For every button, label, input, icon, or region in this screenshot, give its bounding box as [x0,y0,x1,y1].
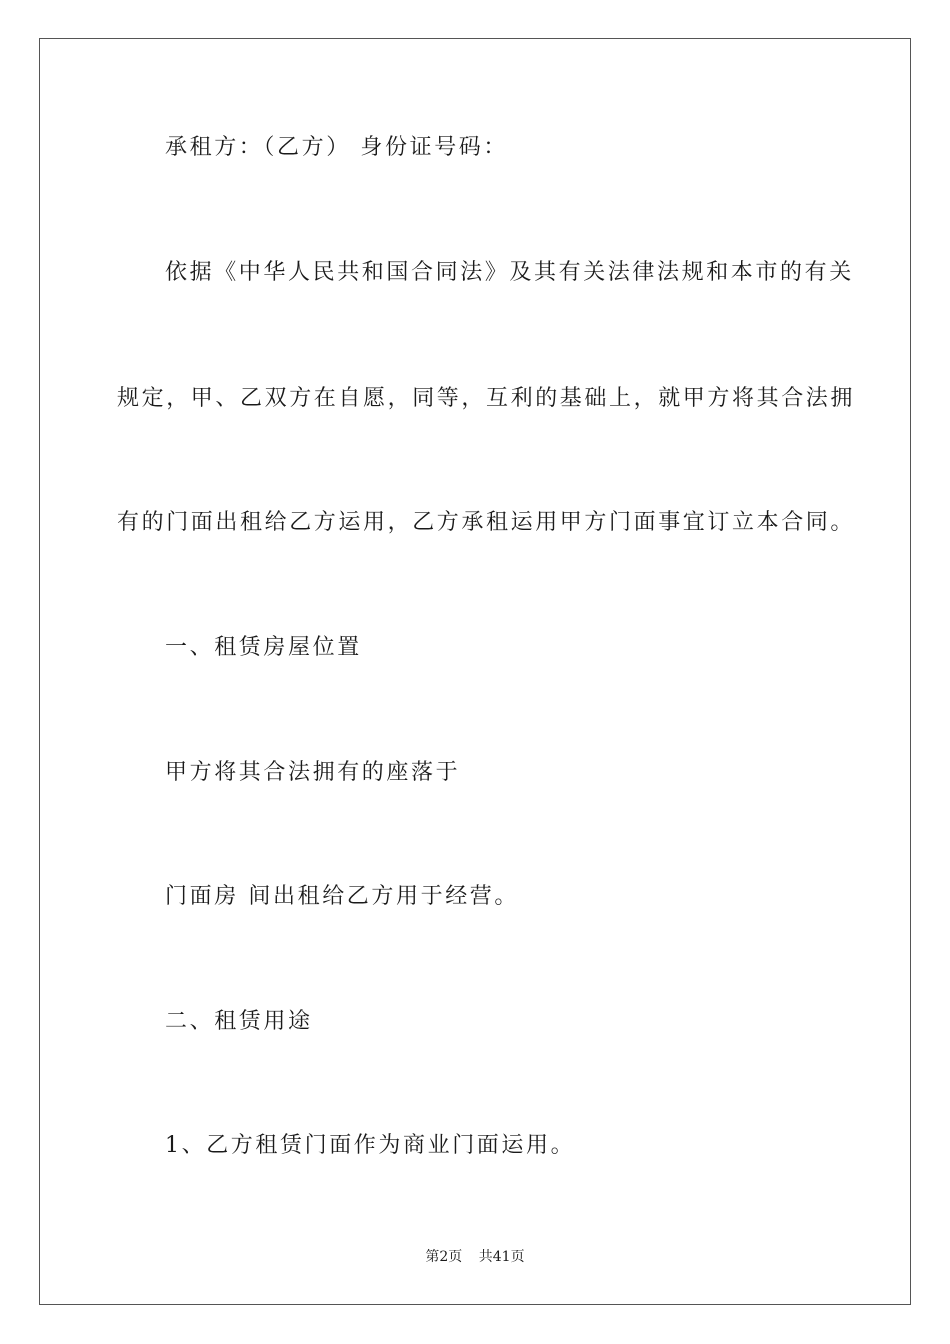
lessee-line: 承租方：（乙方） 身份证号码： [165,135,508,160]
location-line-1: 甲方将其合法拥有的座落于 [165,760,461,785]
section-1-heading: 一、租赁房屋位置 [165,635,362,660]
basis-paragraph-line-3: 有的门面出租给乙方运用，乙方承租运用甲方门面事宜订立本合同。 [117,510,856,535]
page-border [39,38,911,1305]
basis-paragraph-line-2: 规定，甲、乙双方在自愿，同等，互利的基础上，就甲方将其合法拥 [117,386,856,411]
use-clause-1: 1、乙方租赁门面作为商业门面运用。 [165,1133,576,1158]
page-current: 第2页 [425,1249,463,1265]
page-footer [0,1247,950,1267]
page-total: 共41页 [478,1249,525,1265]
basis-paragraph-line-1: 依据《中华人民共和国合同法》及其有关法律法规和本市的有关 [165,260,854,285]
location-line-2: 门面房 间出租给乙方用于经营。 [165,884,519,909]
section-2-heading: 二、租赁用途 [165,1009,313,1034]
